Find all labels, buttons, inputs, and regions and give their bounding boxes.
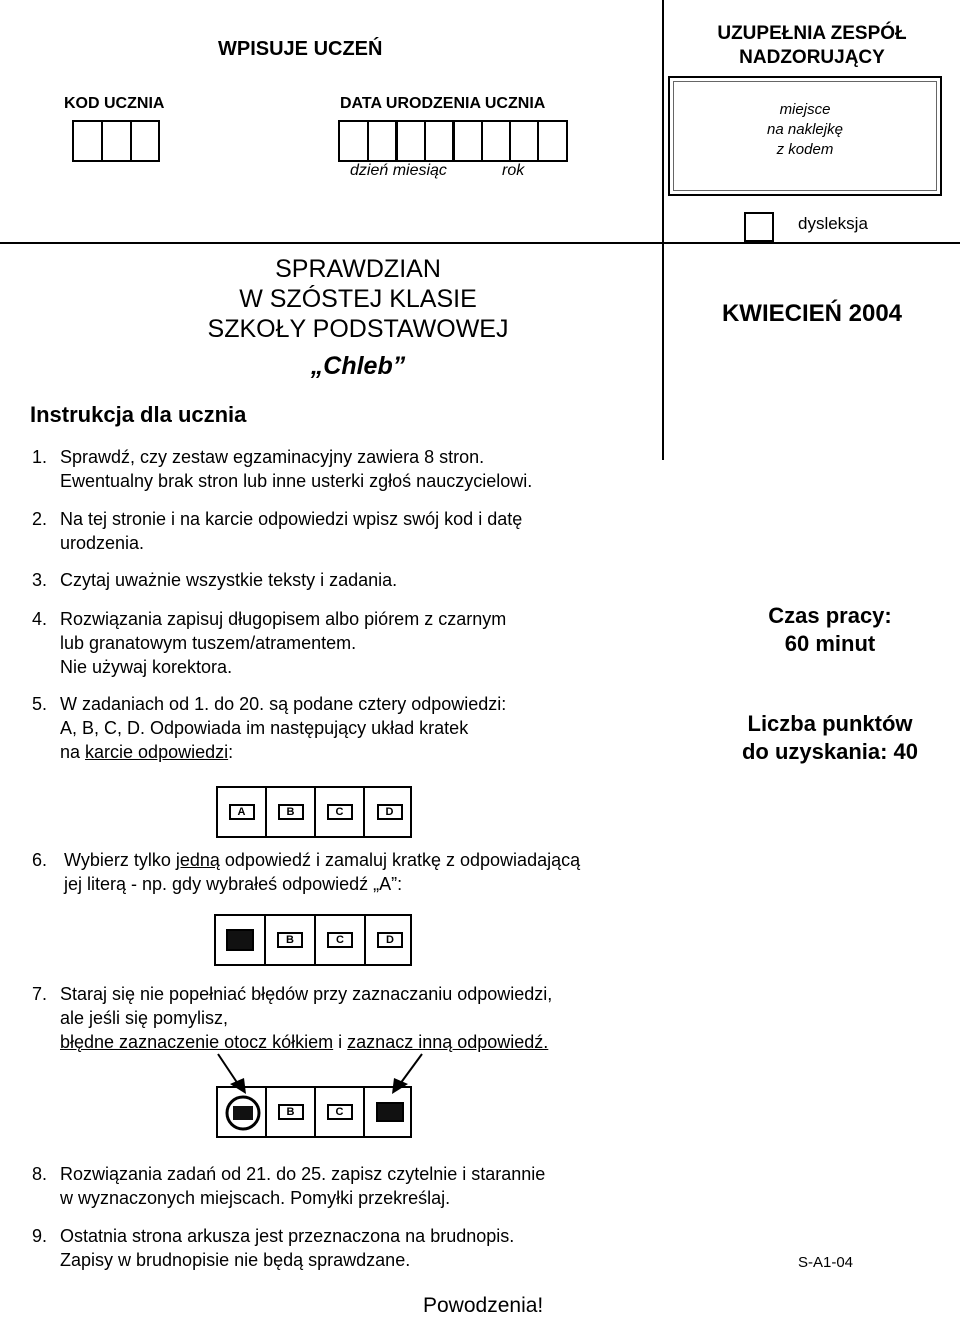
instruction-6: 6. Wybierz tylko jedną odpowiedź i zamaluj kratkę z odpowiadającą jej literą - np. gdy wybrałeś odpowiedź „A”: xyxy=(32,850,581,894)
answer-box-c: C xyxy=(327,804,353,820)
student-code-label: KOD UCZNIA xyxy=(64,95,165,112)
instructions-heading: Instrukcja dla ucznia xyxy=(30,402,247,427)
exam-subtitle: „Chleb” xyxy=(310,352,406,380)
answer-grid-example xyxy=(216,786,412,838)
answer-box-a: A xyxy=(229,804,255,820)
staff-fills-heading: UZUPEŁNIA ZESPÓŁ NADZORUJĄCY xyxy=(717,23,907,68)
answer-box-b: B xyxy=(278,804,304,820)
answer-grid-filled-example: B C D xyxy=(214,914,412,966)
student-fills-heading: WPISUJE UCZEŃ xyxy=(218,38,383,60)
answer-card-link: karcie odpowiedzi xyxy=(85,742,229,762)
instruction-9: 9. Ostatnia strona arkusza jest przeznaczona na brudnopis. Zapisy w brudnopisie nie będą sprawdzane. xyxy=(32,1226,515,1270)
instruction-1: 1. Sprawdź, czy zestaw egzaminacyjny zawiera 8 stron. Ewentualny brak stron lub inne usterki zgłoś nauczycielowi. xyxy=(32,447,533,491)
instruction-7: 7. Staraj się nie popełniać błędów przy zaznaczaniu odpowiedzi, ale jeśli się pomylisz, błędne zaznaczenie otocz kółkiem i zaznacz inną odpowiedź. xyxy=(32,984,553,1052)
instruction-8: 8. Rozwiązania zadań od 21. do 25. zapisz czytelnie i starannie w wyznaczonych miejscach. Pomyłki przekreślaj. xyxy=(32,1164,546,1208)
points-info: Liczba punktów do uzyskania: 40 xyxy=(741,711,919,764)
sticker-placeholder: miejsce na naklejkę z kodem xyxy=(668,76,942,196)
exam-date: KWIECIEŃ 2004 xyxy=(721,300,903,327)
student-code-field[interactable] xyxy=(72,120,160,162)
answer-grid-correction-example: B C xyxy=(216,1086,412,1138)
good-luck: Powodzenia! xyxy=(423,1294,544,1317)
day-month-label: dzień miesiąc xyxy=(350,162,447,179)
birth-date-label: DATA URODZENIA UCZNIA xyxy=(340,95,546,112)
instruction-4: 4. Rozwiązania zapisuj długopisem albo piórem z czarnym lub granatowym tuszem/atramentem. Nie używaj korektora. xyxy=(32,609,507,677)
dyslexia-checkbox[interactable] xyxy=(744,212,774,242)
instruction-5: 5. W zadaniach od 1. do 20. są podane cztery odpowiedzi: A, B, C, D. Odpowiada im następujący układ kratek na karcie odpowiedzi: xyxy=(32,694,507,762)
answer-box-d-filled xyxy=(376,1102,404,1122)
circled-wrong-answer-icon xyxy=(224,1094,262,1132)
year-label: rok xyxy=(502,162,525,179)
answer-box-a-filled xyxy=(226,929,254,951)
sheet-code: S-A1-04 xyxy=(798,1254,854,1271)
exam-title: SPRAWDZIAN W SZÓSTEJ KLASIE SZKOŁY PODSTAWOWEJ xyxy=(207,255,509,343)
time-info: Czas pracy: 60 minut xyxy=(768,603,892,656)
instruction-2: 2. Na tej stronie i na karcie odpowiedzi wpisz swój kod i datę urodzenia. xyxy=(32,509,523,553)
birth-date-field[interactable] xyxy=(338,120,568,162)
horizontal-divider xyxy=(0,242,960,244)
answer-box-d: D xyxy=(377,804,403,820)
instruction-3: 3. Czytaj uważnie wszystkie teksty i zadania. xyxy=(32,570,398,590)
dyslexia-label: dysleksja xyxy=(798,214,868,233)
